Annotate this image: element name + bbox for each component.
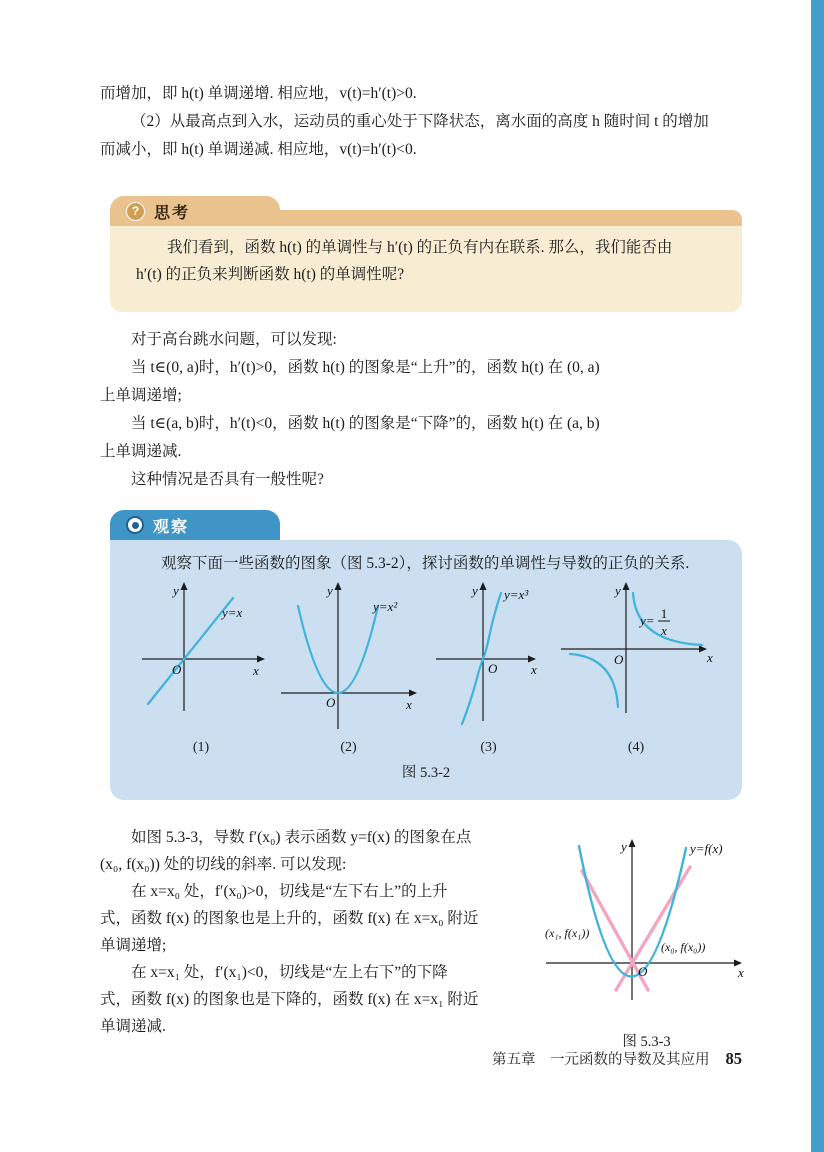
curve-label: y=f(x) [690, 841, 723, 856]
think-header-tab [110, 196, 280, 226]
intro-paragraphs [100, 80, 760, 164]
figure-5-3-3-plot [544, 838, 749, 1020]
graph-y-equals-x-cubed [431, 581, 546, 756]
origin-label: O [638, 964, 648, 979]
think-title: 思考 [154, 204, 191, 222]
think-callout-box [110, 196, 742, 312]
observe-body [110, 540, 742, 800]
graph-3-plot [431, 581, 546, 733]
text-line: 对于高台跳水问题，可以发现: [131, 331, 337, 348]
x-axis-label: x [406, 697, 412, 712]
graph-y-equals-one-over-x [556, 581, 716, 756]
tangent-point-x0-label: (x₀, f(x₀)) [661, 940, 706, 954]
fraction-numerator: 1 [660, 606, 668, 621]
x-axis-label: x [738, 965, 744, 980]
fraction-denominator: x [661, 623, 667, 638]
tangent-discussion-paragraphs [100, 824, 552, 1040]
graph-number: (4) [627, 740, 645, 755]
origin-label: O [172, 662, 182, 677]
curve-label: y=x² [373, 599, 398, 614]
graph-number: (1) [192, 740, 210, 755]
text-line: 而减小，即 h(t) 单调递减. 相应地，v(t)=h′(t)<0. [100, 141, 417, 158]
graph-y-equals-x-squared [276, 581, 421, 756]
figure-5-3-3 [544, 838, 749, 1051]
graph-number: (2) [340, 740, 357, 755]
think-header-ribbon [260, 210, 742, 226]
x-axis-label: x [707, 650, 713, 665]
observe-title: 观察 [153, 518, 190, 536]
page-footer [492, 1048, 742, 1069]
origin-label: O [488, 661, 498, 676]
target-icon [126, 516, 144, 534]
text-line: 当 t∈(a, b)时，h′(t)<0，函数 h(t) 的图象是“下降”的，函数 h(t) 在 (a, b) [131, 415, 600, 432]
figure-5-3-2-caption: 图 5.3-2 [401, 765, 451, 781]
curve-label: y=x³ [504, 587, 529, 602]
tangent-point-x1-label: (x₁, f(x₁)) [545, 926, 590, 940]
y-axis-label: y [327, 583, 333, 598]
text-line: 在 x=x₁ 处，f′(x₁)<0，切线是“左上右下”的下降 [131, 964, 448, 981]
chapter-title: 第五章 一元函数的导数及其应用 [492, 1052, 710, 1068]
text-line: 而增加，即 h(t) 单调递增. 相应地，v(t)=h′(t)>0. [100, 85, 417, 102]
text-line: 单调递增; [100, 937, 167, 954]
y-axis-label: y [173, 583, 179, 598]
text-line: 我们看到，函数 h(t) 的单调性与 h′(t) 的正负有内在联系. 那么，我们能否由 [167, 239, 673, 256]
graph-2-plot [276, 581, 421, 733]
question-icon: ? [126, 202, 145, 221]
discussion-paragraphs [100, 326, 760, 494]
text-line: 上单调递增; [100, 387, 182, 404]
page-edge-strip [811, 0, 824, 1152]
observe-callout-box [110, 510, 742, 800]
origin-label: O [326, 695, 336, 710]
page-number: 85 [725, 1049, 742, 1068]
graph-1-plot [136, 581, 266, 733]
graph-number: (3) [480, 740, 497, 755]
y-axis-label: y [621, 839, 627, 854]
text-line: (x₀, f(x₀)) 处的切线的斜率. 可以发现: [100, 856, 347, 873]
text-line: 在 x=x₀ 处，f′(x₀)>0，切线是“左下右上”的上升 [131, 883, 448, 900]
x-axis-label: x [531, 662, 537, 677]
observe-header-tab [110, 510, 280, 540]
text-line: h′(t) 的正负来判断函数 h(t) 的单调性呢? [136, 266, 405, 283]
curve-label: y=x [222, 605, 243, 620]
function-graphs-row [130, 577, 722, 756]
curve-label-prefix: y= [640, 613, 655, 628]
text-line: 式，函数 f(x) 的图象也是上升的，函数 f(x) 在 x=x₀ 附近 [100, 910, 479, 927]
text-line: 如图 5.3-3，导数 f′(x₀) 表示函数 y=f(x) 的图象在点 [131, 829, 472, 846]
text-line: （2）从最高点到入水，运动员的重心处于下降状态，离水面的高度 h 随时间 t 的增加 [131, 113, 709, 130]
graph-y-equals-x [136, 581, 266, 756]
text-line: 这种情况是否具有一般性呢? [131, 471, 324, 488]
text-line: 式，函数 f(x) 的图象也是下降的，函数 f(x) 在 x=x₁ 附近 [100, 991, 479, 1008]
graph-4-plot [556, 581, 716, 733]
text-line: 当 t∈(0, a)时，h′(t)>0，函数 h(t) 的图象是“上升”的，函数 h(t) 在 (0, a) [131, 359, 600, 376]
text-line: 单调递减. [100, 1018, 166, 1035]
text-line: 上单调递减. [100, 443, 182, 460]
think-body [110, 226, 742, 312]
text-line: 观察下面一些函数的图象（图 5.3-2），探讨函数的单调性与导数的正负的关系. [161, 555, 690, 572]
y-axis-label: y [472, 583, 478, 598]
y-axis-label: y [615, 583, 621, 598]
origin-label: O [614, 652, 624, 667]
x-axis-label: x [253, 663, 259, 678]
figure-5-3-3-caption: 图 5.3-3 [622, 1034, 671, 1050]
